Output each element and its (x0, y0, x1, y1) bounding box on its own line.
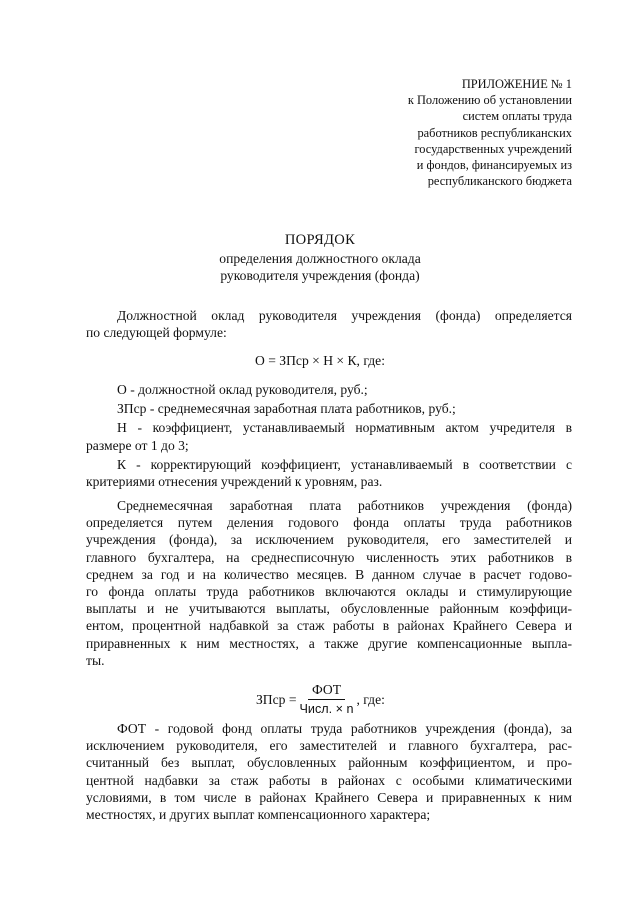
text-line: К - корректирующий коэффициент, устанавливаемый в соответствии с (117, 456, 572, 472)
appendix-ref-line: и фондов, финансируемых из (416, 158, 572, 173)
appendix-ref-line: работников республиканских (417, 125, 572, 140)
appendix-header (332, 76, 572, 189)
formula-suffix: , где: (356, 691, 385, 707)
title-subheading: определения должностного оклада (219, 250, 421, 266)
text-line: местностях, и других выплат компенсационного характера; (86, 807, 431, 823)
definition-k (86, 456, 572, 490)
text-line: ентом, процентной надбавкой за стаж работы в районах Крайнего Севера и (86, 618, 572, 634)
title-heading: ПОРЯДОК (284, 232, 356, 248)
definitions-list (86, 381, 572, 490)
text-line: ты. (86, 652, 105, 668)
appendix-ref-line: к Положению об установлении (407, 93, 572, 108)
salary-formula: О = ЗПср × Н × К, где: (255, 353, 385, 368)
definition-zp (86, 400, 572, 417)
text-line: ФОТ - годовой фонд оплаты труда работников учреждения (фонда), за (117, 721, 572, 736)
text-line: центной надбавки за стаж работы в районах с особыми климатическими (86, 772, 572, 788)
definition-n (86, 419, 572, 453)
average-salary-paragraph (86, 497, 572, 669)
intro-paragraph (86, 307, 572, 341)
document-title (0, 232, 640, 285)
text-line: Среднемесячная заработная плата работников учреждения (фонда) (117, 498, 572, 513)
text-line: считанный без выплат, обусловленных районным коэффициентом, и про- (86, 755, 572, 771)
text-line: учреждения (фонда), за исключением руководителя, его заместителей и (86, 532, 572, 548)
appendix-ref-line: республиканского бюджета (427, 174, 572, 189)
average-salary-formula (256, 682, 385, 717)
text-line: О - должностной оклад руководителя, руб.; (117, 382, 368, 397)
text-line: Н - коэффициент, устанавливаемый нормативным актом учредителя в (117, 420, 572, 436)
formula-numerator: ФОТ (308, 682, 345, 700)
fot-paragraph (86, 720, 572, 823)
text-line: го фонда оплаты труда работников включаются оклады и стимулирующие (86, 584, 572, 600)
text-line: определяется путем деления годового фонда оплаты труда работников (86, 515, 572, 531)
text-line: приравненных к ним местностях, а также другие компенсационные выпла- (86, 635, 572, 651)
formula-lhs: ЗПср = (256, 691, 297, 707)
text-line: выплаты и не учитываются выплаты, обусловленные районным коэффици- (86, 601, 572, 617)
text-line: условиями, в том числе в районах Крайнего Севера и приравненных к ним (86, 789, 572, 805)
formula-fraction (300, 682, 354, 717)
appendix-ref-line: систем оплаты труда (462, 109, 572, 124)
appendix-number: ПРИЛОЖЕНИЕ № 1 (461, 77, 572, 91)
appendix-ref-line: государственных учреждений (414, 141, 572, 156)
formula-denominator: Числ. × n (299, 702, 354, 716)
title-subheading: руководителя учреждения (фонда) (220, 268, 420, 283)
text-line: критериями отнесения учреждений к уровням, раз. (86, 474, 383, 490)
text-line: размере от 1 до 3; (86, 437, 189, 453)
definition-o (86, 381, 572, 398)
text-line: среднем за год и на количество месяцев. В данном случае в расчет годово- (86, 566, 572, 582)
text-line: по следующей формуле: (86, 325, 227, 341)
text-line: исключением руководителя, его заместителей и главного бухгалтера, рас- (86, 738, 572, 754)
text-line: главного бухгалтера, на среднесписочную численность этих работников в (86, 549, 572, 565)
text-line: Должностной оклад руководителя учреждения (фонда) определяется (117, 308, 572, 323)
text-line: ЗПср - среднемесячная заработная плата работников, руб.; (117, 401, 456, 417)
